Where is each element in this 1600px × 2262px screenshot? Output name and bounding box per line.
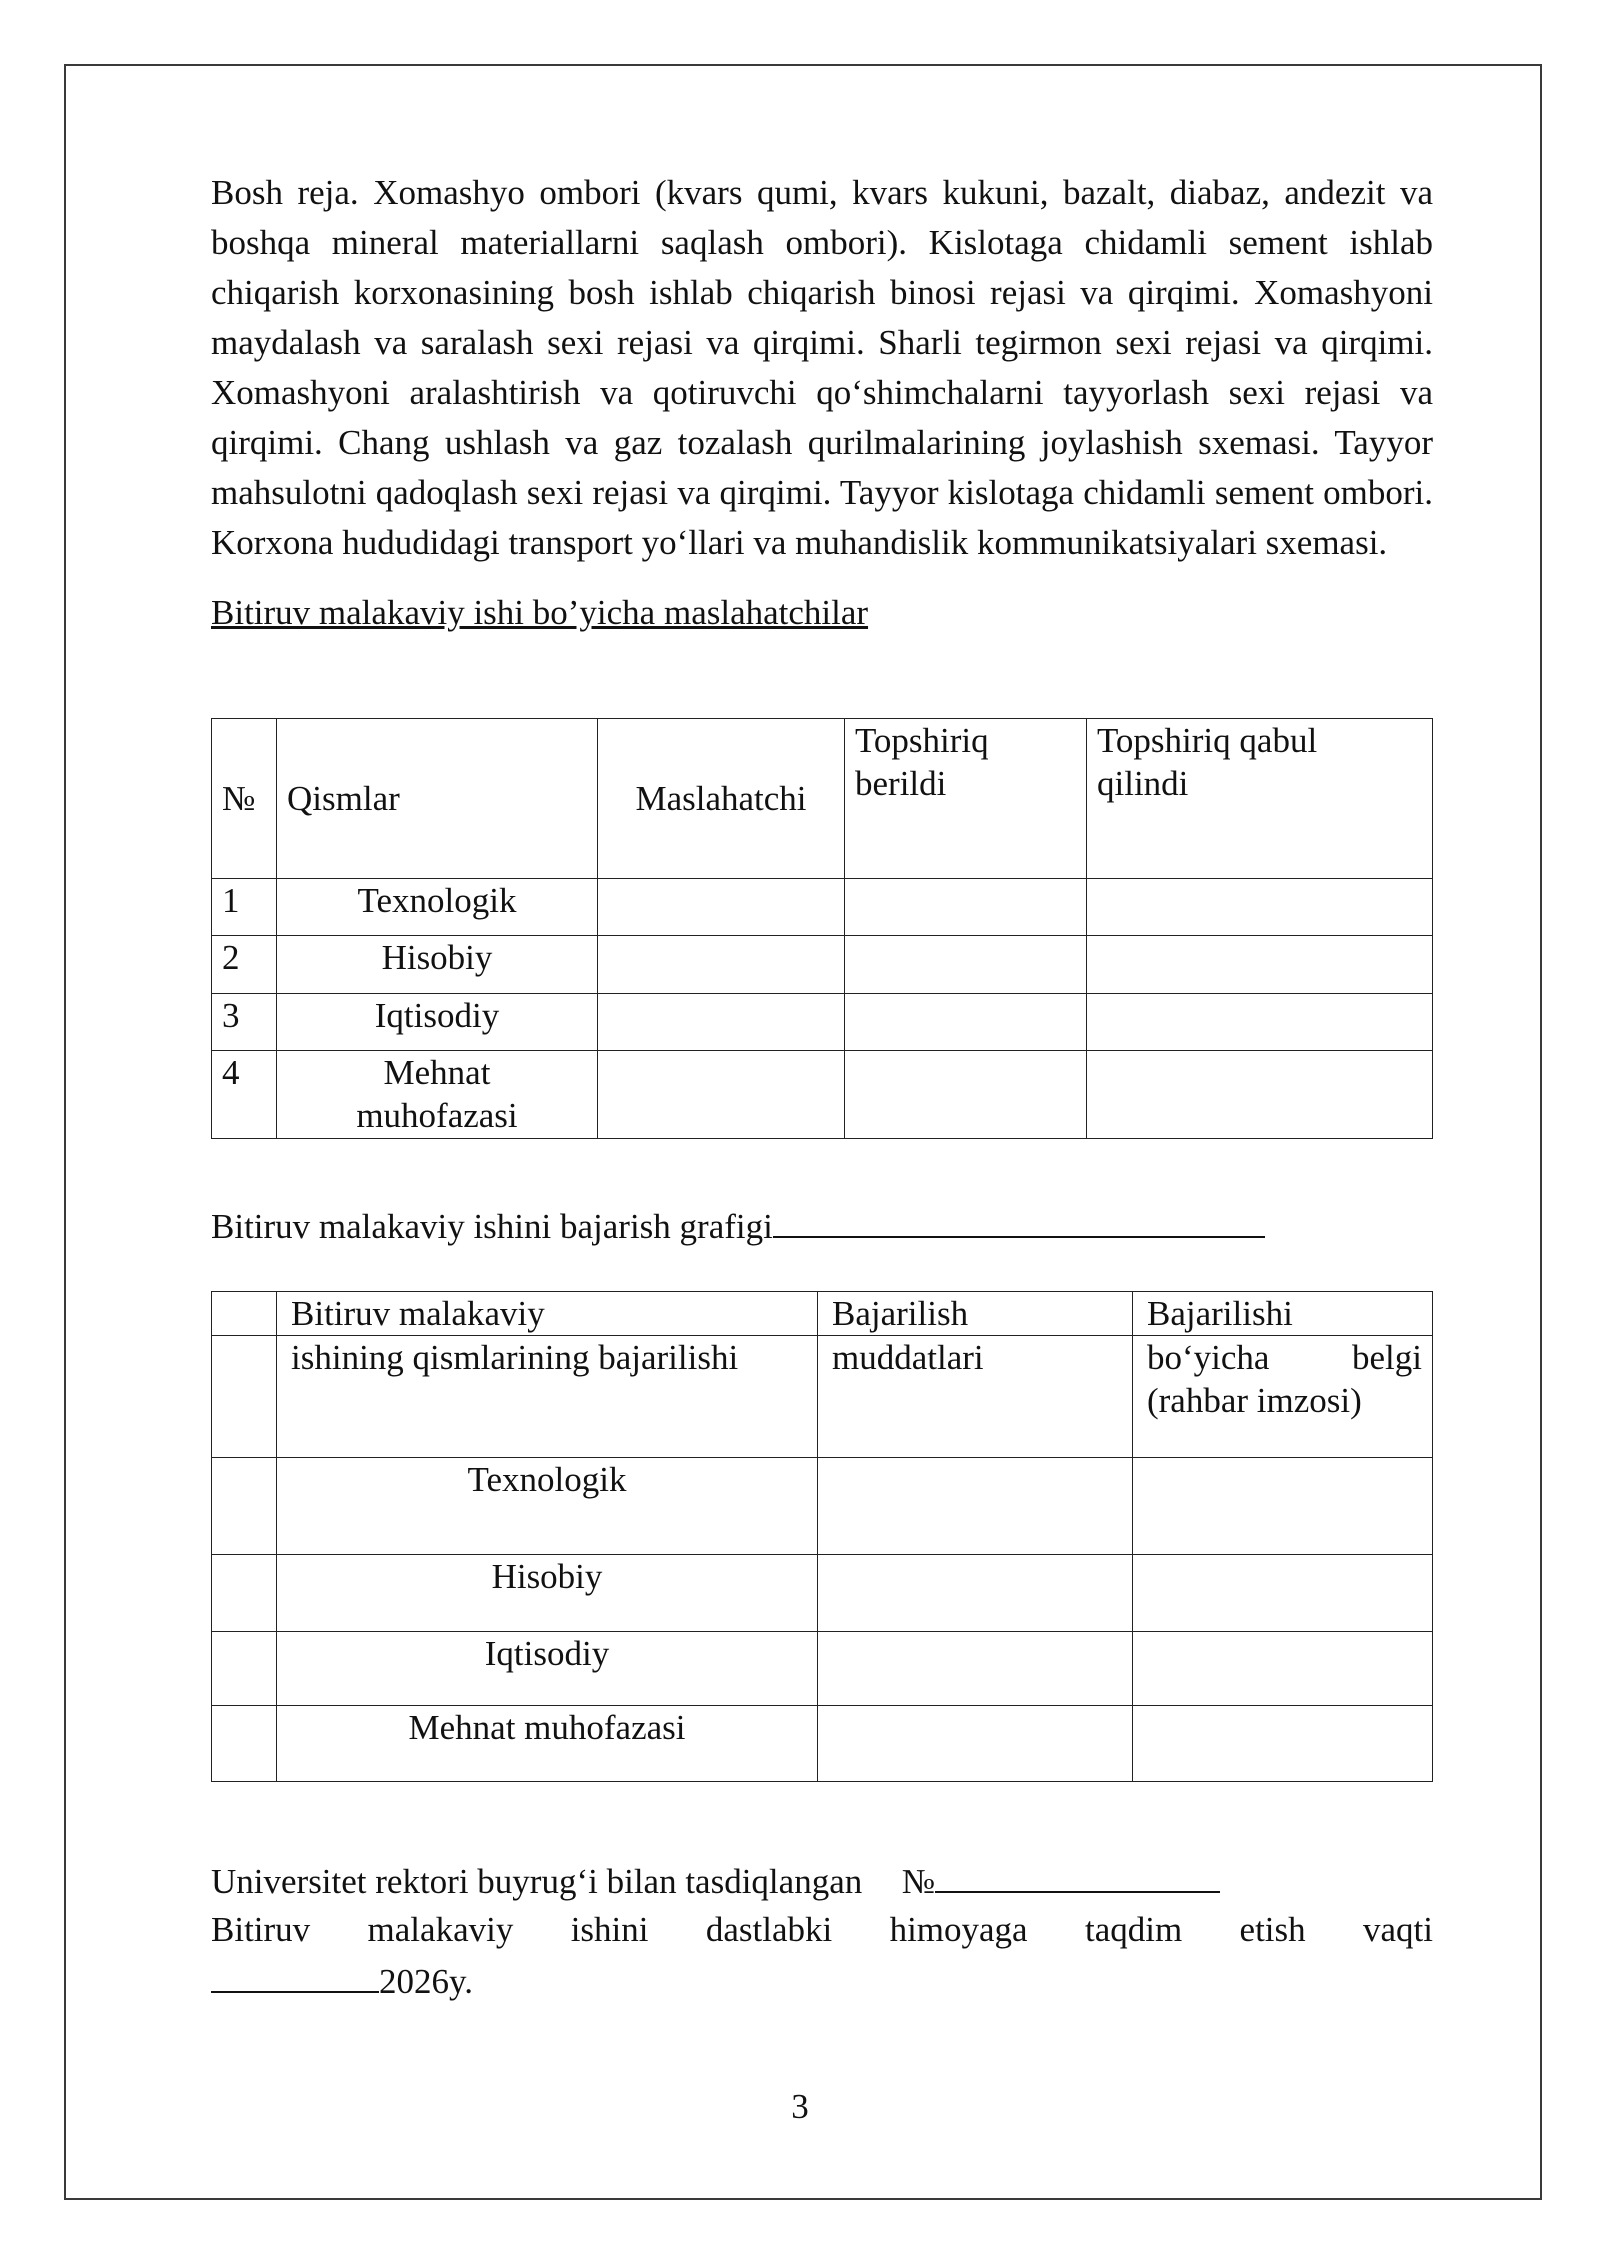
presentation-word: vaqti — [1363, 1910, 1433, 1949]
consultants-header-row — [212, 719, 1433, 879]
schedule-row-deadline-cell — [818, 1632, 1133, 1706]
approval-line — [211, 1855, 1220, 1907]
table-row — [212, 1458, 1433, 1555]
schedule-blank-cell — [212, 1555, 277, 1632]
schedule-title-blank — [773, 1200, 1265, 1238]
row-consultant-cell — [598, 879, 845, 936]
row-part-text-line2: muhofazasi — [356, 1096, 518, 1135]
row-part-text: Texnologik — [357, 881, 517, 920]
presentation-word: dastlabki — [705, 1910, 833, 1949]
order-number-sign: № — [901, 1862, 936, 1901]
schedule-row-part: Texnologik — [277, 1458, 818, 1555]
schedule-blank-cell — [212, 1292, 277, 1336]
schedule-row-part: Mehnat muhofazasi — [277, 1706, 818, 1782]
row-part — [277, 936, 598, 994]
row-given-cell — [845, 994, 1087, 1051]
date-blank — [211, 1955, 379, 1993]
schedule-header-mark-2 — [1133, 1336, 1433, 1458]
row-accepted-cell — [1087, 936, 1433, 994]
presentation-word: himoyaga — [889, 1910, 1028, 1949]
row-given-cell — [845, 879, 1087, 936]
row-part — [277, 879, 598, 936]
table-row — [212, 994, 1433, 1051]
consultants-table — [211, 718, 1433, 1139]
schedule-blank-cell — [212, 1458, 277, 1555]
presentation-word: Bitiruv — [211, 1910, 311, 1949]
row-given-cell — [845, 1051, 1087, 1139]
row-consultant-cell — [598, 994, 845, 1051]
page-number: 3 — [791, 2087, 809, 2126]
header-accepted — [1087, 719, 1433, 879]
presentation-year: 2026y. — [379, 1962, 473, 2001]
schedule-header-mark-word-b: belgi — [1352, 1338, 1422, 1377]
schedule-header-mark-word-a: boʻyicha — [1147, 1338, 1270, 1377]
schedule-row-deadline-cell — [818, 1706, 1133, 1782]
schedule-row-mark-cell — [1133, 1632, 1433, 1706]
header-accepted-line1: Topshiriq qabul — [1097, 721, 1318, 760]
row-num: 2 — [212, 936, 277, 994]
schedule-row-deadline-cell — [818, 1458, 1133, 1555]
table-row — [212, 1555, 1433, 1632]
schedule-header-deadline-1: Bajarilish — [818, 1292, 1133, 1336]
row-accepted-cell — [1087, 879, 1433, 936]
row-accepted-cell — [1087, 1051, 1433, 1139]
page-content — [211, 168, 1433, 638]
row-num: 1 — [212, 879, 277, 936]
header-consultant: Maslahatchi — [598, 719, 845, 879]
row-consultant-cell — [598, 936, 845, 994]
row-num: 3 — [212, 994, 277, 1051]
intro-paragraph: Bosh reja. Xomashyo ombori (kvars qumi, kvars kukuni, bazalt, diabaz, andezit va boshqa mineral materiallarni saqlash ombori). Kislotaga chidamli sement ishlab chiqarish korxonasining bosh ishlab chiqarish binosi rejasi va qirqimi. Xomashyoni maydalash va saralash sexi rejasi va qirqimi. Sharli tegirmon sexi rejasi va qirqimi. Xomashyoni aralashtirish va qotiruvchi qoʻshimchalarni tayyorlash sexi rejasi va qirqimi. Chang ushlash va gaz tozalash qurilmalarining joylashish sxemasi. Tayyor mahsulotni qadoqlash sexi rejasi va qirqimi. Tayyor kislotaga chidamli sement ombori. Korxona hududidagi transport yoʻllari va muhandislik kommunikatsiyalari sxemasi. — [211, 173, 1433, 562]
schedule-header-mark-1: Bajarilishi — [1133, 1292, 1433, 1336]
schedule-header-work-1: Bitiruv malakaviy — [277, 1292, 818, 1336]
schedule-blank-cell — [212, 1336, 277, 1458]
schedule-title — [211, 1200, 1265, 1252]
schedule-header-row-2 — [212, 1336, 1433, 1458]
table-row — [212, 879, 1433, 936]
presentation-word: ishini — [570, 1910, 649, 1949]
presentation-date-line — [211, 1955, 1433, 2007]
schedule-row-deadline-cell — [818, 1555, 1133, 1632]
table-row — [212, 1051, 1433, 1139]
header-given — [845, 719, 1087, 879]
row-part-text: Hisobiy — [381, 938, 493, 977]
schedule-blank-cell — [212, 1632, 277, 1706]
table-row — [212, 936, 1433, 994]
row-part-text: Iqtisodiy — [374, 996, 500, 1035]
presentation-date — [211, 1905, 1433, 2007]
schedule-row-mark-cell — [1133, 1706, 1433, 1782]
presentation-text — [211, 1905, 1433, 1955]
table-row — [212, 1706, 1433, 1782]
row-part — [277, 1051, 598, 1139]
schedule-row-mark-cell — [1133, 1458, 1433, 1555]
schedule-header-mark-line2 — [1147, 1336, 1422, 1379]
schedule-title-text: Bitiruv malakaviy ishini bajarish grafigi — [211, 1207, 773, 1246]
row-num: 4 — [212, 1051, 277, 1139]
header-num: № — [212, 719, 277, 879]
header-given-line2: berildi — [855, 764, 947, 803]
table-row — [212, 1632, 1433, 1706]
schedule-header-deadline-2: muddatlari — [818, 1336, 1133, 1458]
row-consultant-cell — [598, 1051, 845, 1139]
header-parts: Qismlar — [277, 719, 598, 879]
order-number-blank — [935, 1855, 1220, 1893]
approval-text: Universitet rektori buyrugʻi bilan tasdiqlangan — [211, 1862, 863, 1901]
schedule-header-work-2: ishining qismlarining bajarilishi — [277, 1336, 818, 1458]
header-given-line1: Topshiriq — [855, 721, 989, 760]
row-part-text-line1: Mehnat — [383, 1053, 491, 1092]
header-accepted-line2: qilindi — [1097, 764, 1189, 803]
row-given-cell — [845, 936, 1087, 994]
row-part — [277, 994, 598, 1051]
presentation-word: malakaviy — [367, 1910, 514, 1949]
schedule-row-part: Hisobiy — [277, 1555, 818, 1632]
consultants-heading: Bitiruv malakaviy ishi bo’yicha maslahatchilar — [211, 593, 869, 632]
schedule-row-mark-cell — [1133, 1555, 1433, 1632]
schedule-header-row-1 — [212, 1292, 1433, 1336]
row-accepted-cell — [1087, 994, 1433, 1051]
presentation-word: etish — [1239, 1910, 1306, 1949]
schedule-table — [211, 1291, 1433, 1782]
presentation-word: taqdim — [1084, 1910, 1183, 1949]
schedule-blank-cell — [212, 1706, 277, 1782]
schedule-header-mark-line3: (rahbar imzosi) — [1147, 1381, 1362, 1420]
schedule-row-part: Iqtisodiy — [277, 1632, 818, 1706]
